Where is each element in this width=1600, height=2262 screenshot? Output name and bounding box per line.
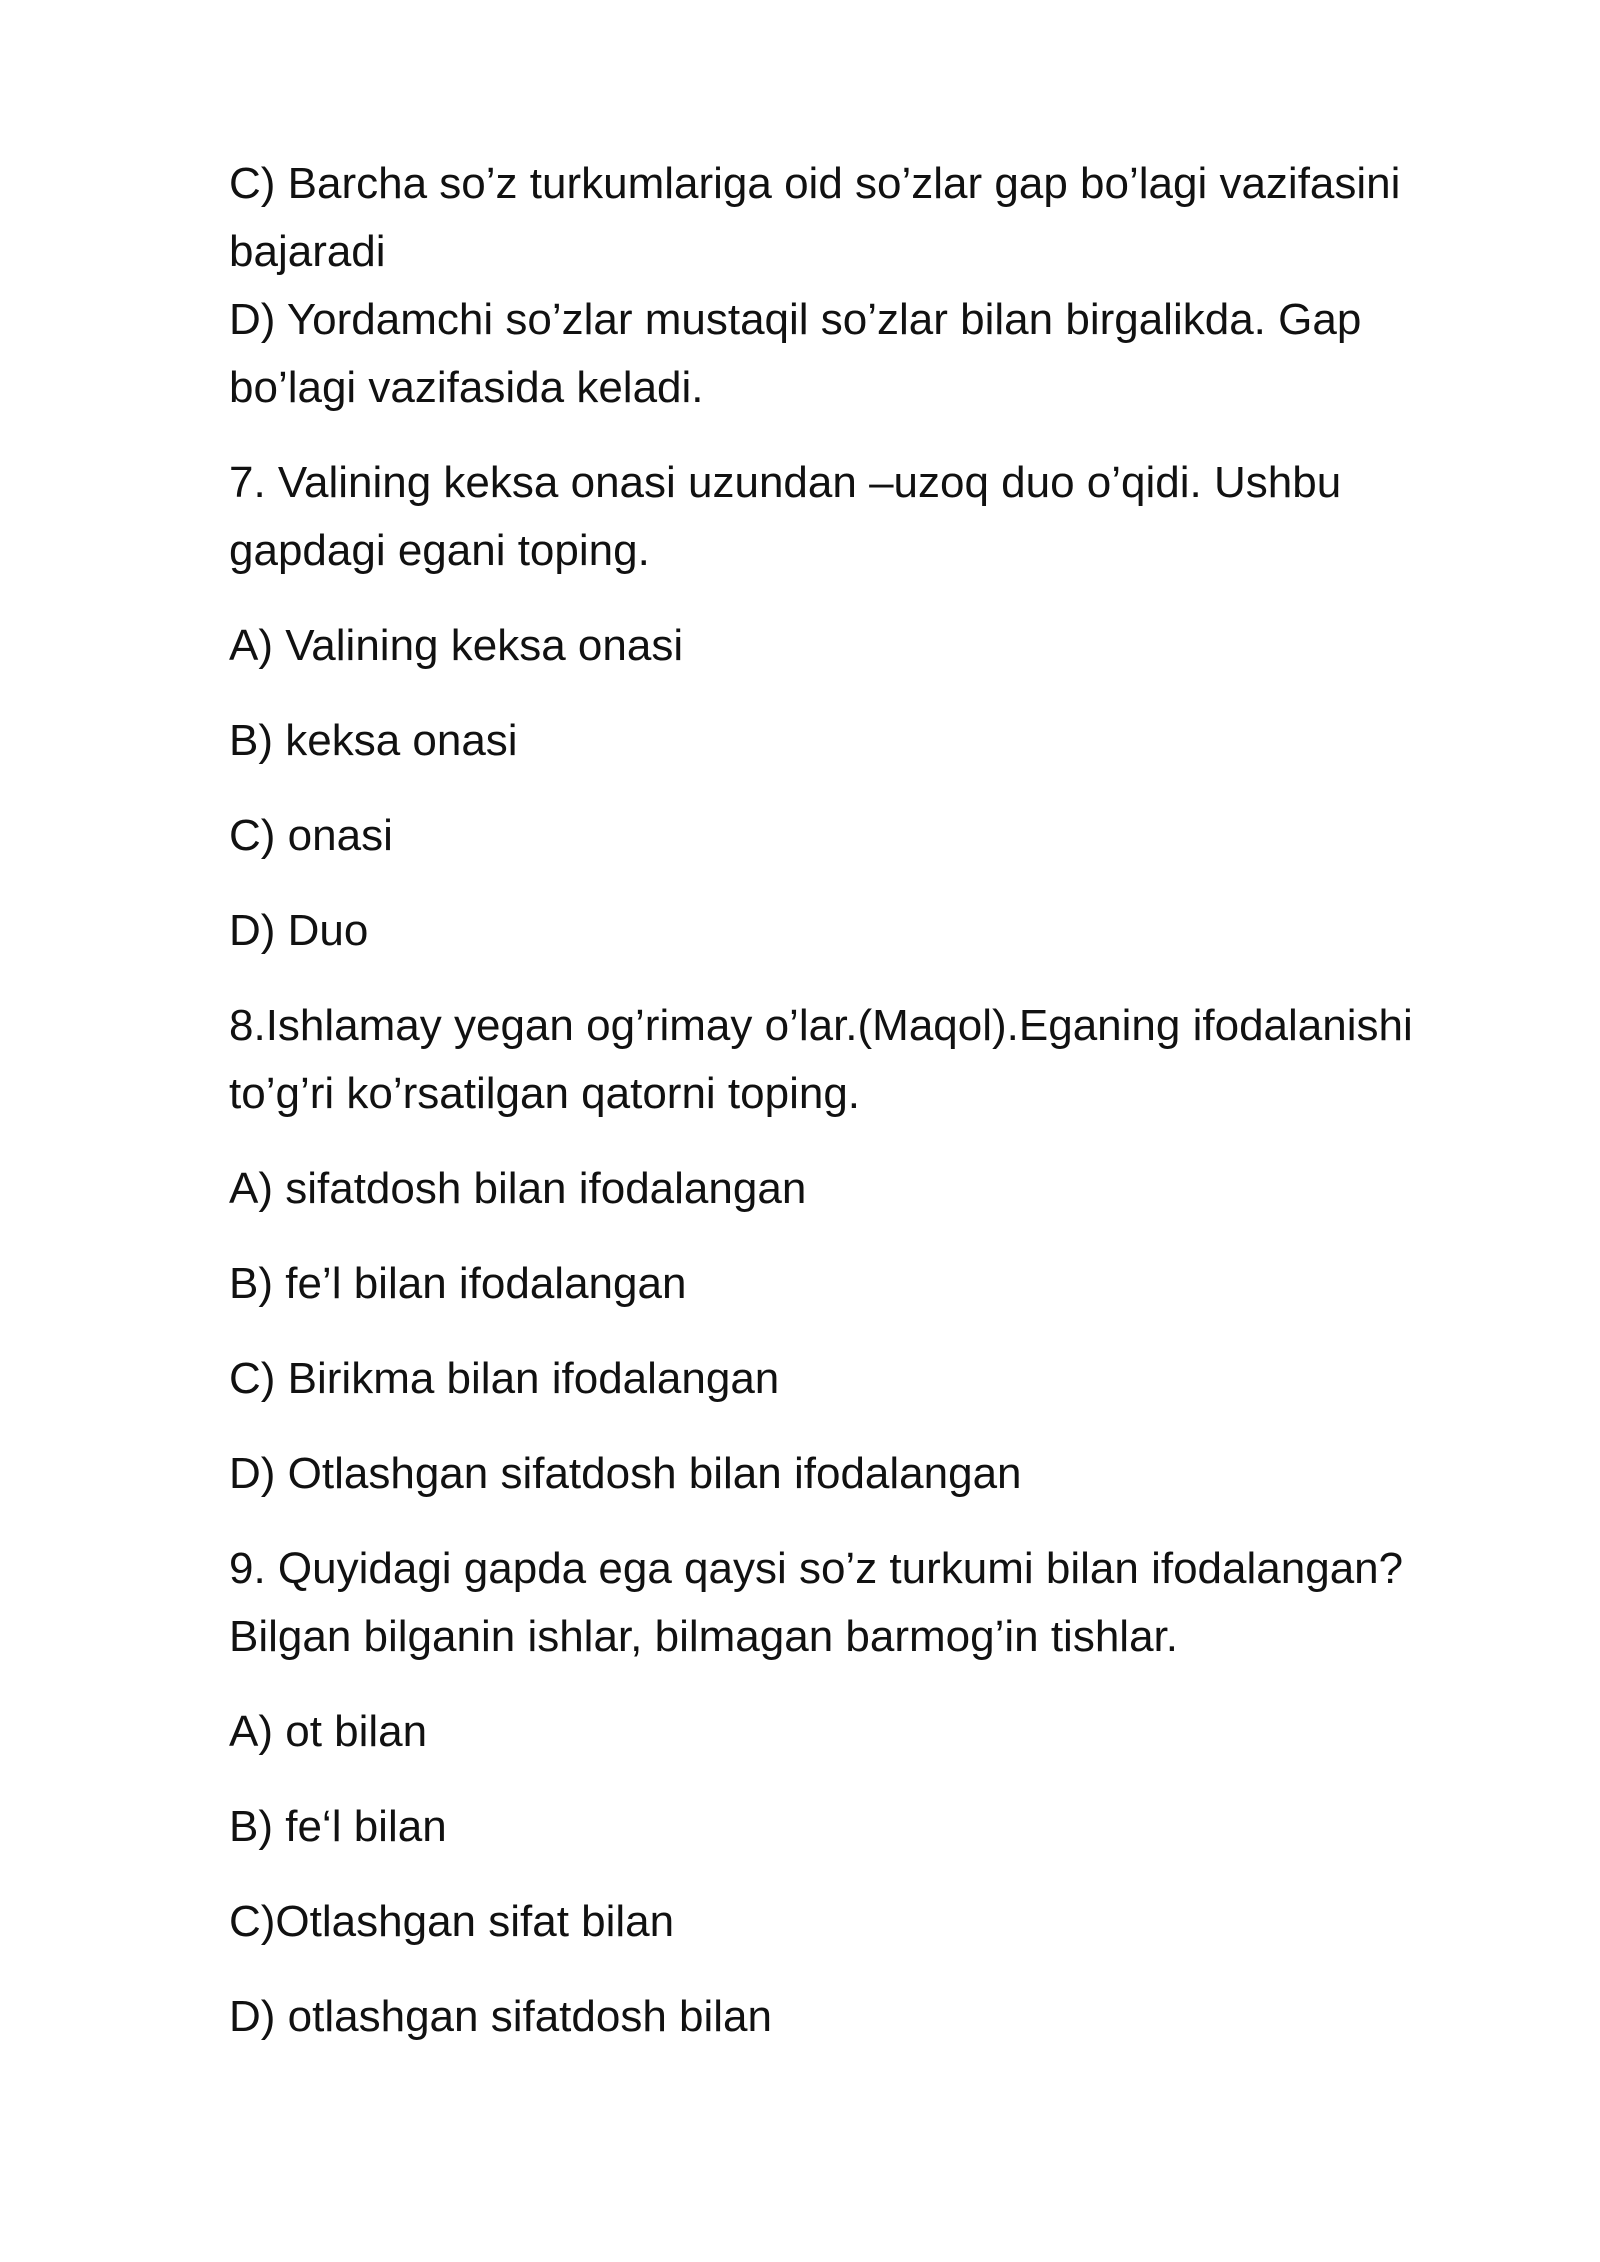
question-7 [229, 449, 1449, 585]
spacer [229, 1413, 1449, 1440]
q7-option-a: A) Valining keksa onasi [229, 621, 684, 670]
spacer [229, 1766, 1449, 1793]
question-9 [229, 1535, 1449, 1671]
q8-option-d: D) Otlashgan sifatdosh bilan ifodalangan [229, 1449, 1022, 1498]
spacer [229, 585, 1449, 612]
spacer [229, 1223, 1449, 1250]
q8-option-a: A) sifatdosh bilan ifodalangan [229, 1164, 807, 1213]
spacer [229, 680, 1449, 707]
document-content [229, 150, 1449, 2051]
q8-option-b: B) fe’l bilan ifodalangan [229, 1259, 687, 1308]
spacer [229, 1956, 1449, 1983]
spacer [229, 1671, 1449, 1698]
q7-option-b: B) keksa onasi [229, 716, 518, 765]
text-line: C) Barcha so’z turkumlariga oid so’zlar gap bo’lagi vazifasini [229, 159, 1401, 208]
q6-option-d [229, 286, 1449, 422]
question-text: 7. Valining keksa onasi uzundan –uzoq duo o’qidi. Ushbu [229, 458, 1342, 507]
text-line: bo’lagi vazifasida keladi. [229, 363, 704, 412]
spacer [229, 965, 1449, 992]
question-text: Bilgan bilganin ishlar, bilmagan barmog’in tishlar. [229, 1612, 1178, 1661]
q9-option-a: A) ot bilan [229, 1707, 428, 1756]
spacer [229, 1318, 1449, 1345]
q7-option-d: D) Duo [229, 906, 369, 955]
question-8 [229, 992, 1449, 1128]
q9-option-b: B) fe‘l bilan [229, 1802, 447, 1851]
spacer [229, 870, 1449, 897]
q6-option-c [229, 150, 1449, 286]
spacer [229, 1128, 1449, 1155]
spacer [229, 422, 1449, 449]
question-text: 8.Ishlamay yegan og’rimay o’lar.(Maqol).Eganing ifodalanishi [229, 1001, 1413, 1050]
spacer [229, 1508, 1449, 1535]
question-text: gapdagi egani toping. [229, 526, 650, 575]
question-text: to’g’ri ko’rsatilgan qatorni toping. [229, 1069, 861, 1118]
q7-option-c: C) onasi [229, 811, 393, 860]
spacer [229, 775, 1449, 802]
question-text: 9. Quyidagi gapda ega qaysi so’z turkumi bilan ifodalangan? [229, 1544, 1404, 1593]
q8-option-c: C) Birikma bilan ifodalangan [229, 1354, 780, 1403]
q9-option-d: D) otlashgan sifatdosh bilan [229, 1992, 772, 2041]
text-line: D) Yordamchi so’zlar mustaqil so’zlar bilan birgalikda. Gap [229, 295, 1362, 344]
text-line: bajaradi [229, 227, 386, 276]
spacer [229, 1861, 1449, 1888]
q9-option-c: C)Otlashgan sifat bilan [229, 1897, 675, 1946]
